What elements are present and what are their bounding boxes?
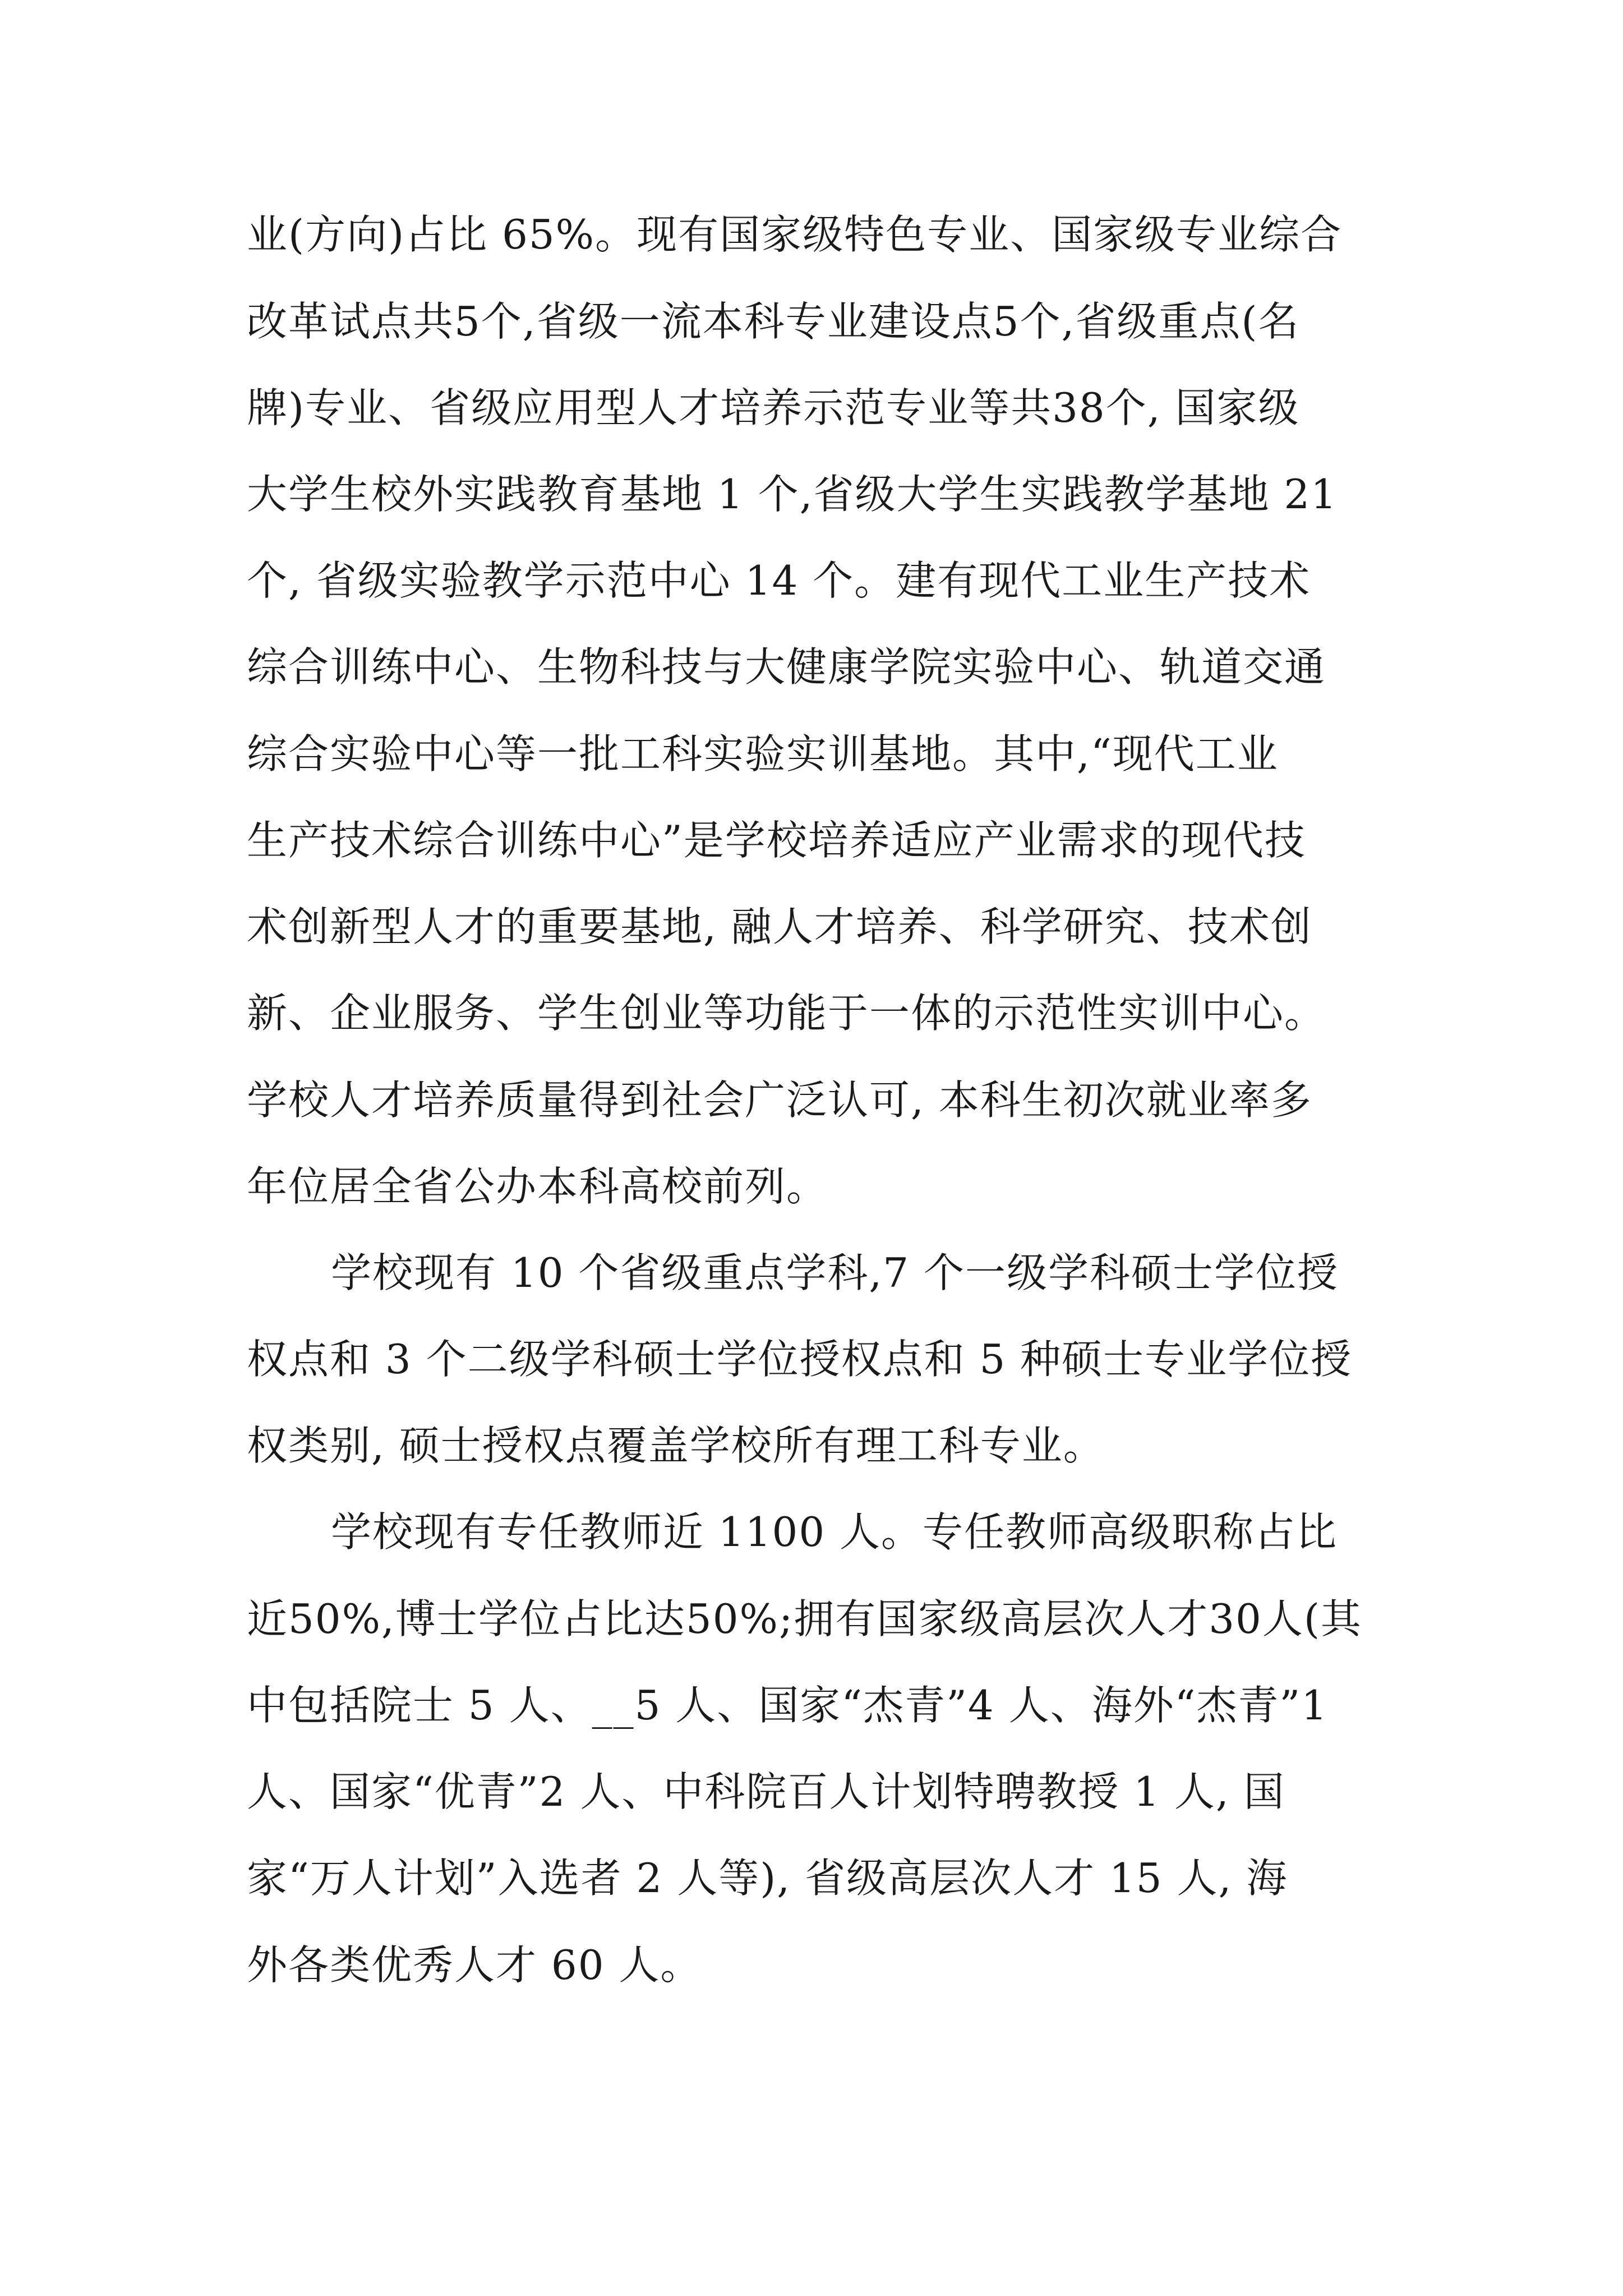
text-line: 新、企业服务、学生创业等功能于一体的示范性实训中心。 [247, 990, 1326, 1037]
text-line: 改革试点共5个,省级一流本科专业建设点5个,省级重点(名 [247, 298, 1300, 345]
text-line: 学校人才培养质量得到社会广泛认可, 本科生初次就业率多 [247, 1076, 1312, 1124]
text-line: 牌)专业、省级应用型人才培养示范专业等共38个, 国家级 [247, 384, 1300, 431]
text-line: 中包括院士 5 人、__5 人、国家“杰青”4 人、海外“杰青”1 [247, 1682, 1329, 1729]
text-line: 大学生校外实践教育基地 1 个,省级大学生实践教学基地 21 [247, 471, 1338, 518]
paragraph-first-line: 学校现有 10 个省级重点学科,7 个一级学科硕士学位授 [331, 1249, 1339, 1296]
text-line: 综合实验中心等一批工科实验实训基地。其中,“现代工业 [247, 730, 1279, 777]
text-line: 外各类优秀人才 60 人。 [247, 1941, 702, 1989]
text-line: 权类别, 硕士授权点覆盖学校所有理工科专业。 [247, 1422, 1105, 1469]
text-line: 生产技术综合训练中心”是学校培养适应产业需求的现代技 [247, 817, 1306, 864]
text-line: 年位居全省公办本科高校前列。 [247, 1163, 828, 1210]
text-line: 业(方向)占比 65%。现有国家级特色专业、国家级专业综合 [247, 211, 1343, 258]
text-line: 人、国家“优青”2 人、中科院百人计划特聘教授 1 人, 国 [247, 1768, 1285, 1815]
paragraph-first-line: 学校现有专任教师近 1100 人。专任教师高级职称占比 [331, 1508, 1338, 1556]
text-line: 个, 省级实验教学示范中心 14 个。建有现代工业生产技术 [247, 557, 1311, 604]
text-line: 术创新型人才的重要基地, 融人才培养、科学研究、技术创 [247, 903, 1312, 950]
text-line: 近50%,博士学位占比达50%;拥有国家级高层次人才30人(其 [247, 1595, 1362, 1642]
text-line: 权点和 3 个二级学科硕士学位授权点和 5 种硕士专业学位授 [247, 1336, 1353, 1383]
text-line: 家“万人计划”入选者 2 人等), 省级高层次人才 15 人, 海 [247, 1855, 1288, 1902]
text-line: 综合训练中心、生物科技与大健康学院实验中心、轨道交通 [247, 643, 1326, 691]
